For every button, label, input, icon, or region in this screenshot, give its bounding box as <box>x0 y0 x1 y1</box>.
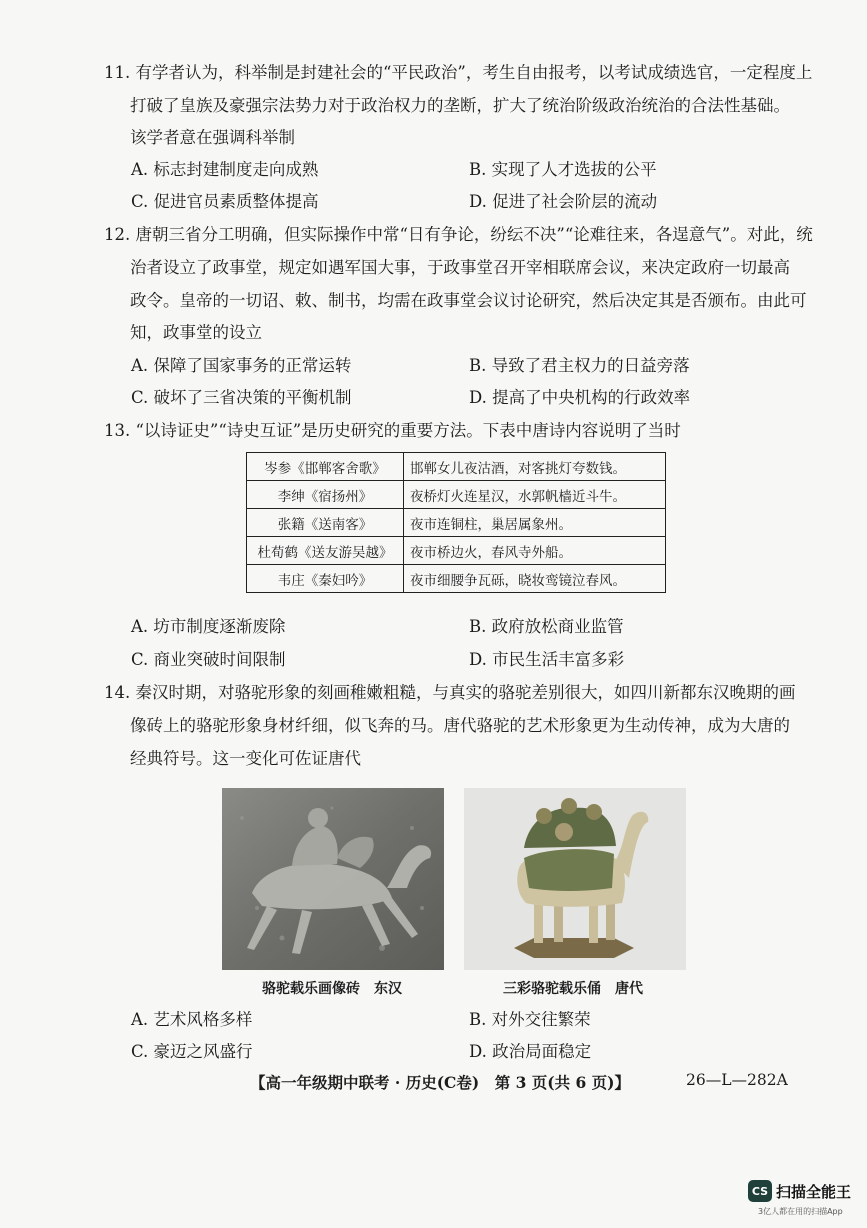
q12-option-d: D. 提高了中央机构的行政效率 <box>469 388 691 407</box>
q13-option-d: D. 市民生活丰富多彩 <box>469 650 625 669</box>
camscanner-logo-icon: CS <box>748 1180 772 1202</box>
table-row <box>247 537 666 565</box>
poem-text: 邯郸女儿夜沽酒，对客挑灯夸数钱。 <box>404 453 666 481</box>
poem-title: 杜荀鹤《送友游吴越》 <box>247 537 404 565</box>
poem-title: 岑参《邯郸客舍歌》 <box>247 453 404 481</box>
q12-line-4: 知，政事堂的设立 <box>130 323 262 342</box>
poem-text: 夜市桥边火，春风寺外船。 <box>404 537 666 565</box>
q13-option-c: C. 商业突破时间限制 <box>131 650 286 669</box>
q12-line-2: 治者设立了政事堂，规定如遇军国大事，于政事堂召开宰相联席会议，来决定政府一切最高 <box>130 258 790 277</box>
table-row <box>247 481 666 509</box>
camel-relief-brick-image <box>222 788 444 970</box>
poem-text: 夜市连铜柱，巢居属象州。 <box>404 509 666 537</box>
exam-code: 26—L—282A <box>686 1071 788 1089</box>
q14-option-d: D. 政治局面稳定 <box>469 1042 592 1061</box>
q14-line-3: 经典符号。这一变化可佐证唐代 <box>130 749 361 768</box>
camscanner-watermark <box>748 1180 851 1202</box>
figure-caption-left: 骆驼载乐画像砖 东汉 <box>262 981 402 997</box>
q14-option-a: A. 艺术风格多样 <box>131 1010 253 1029</box>
q13-option-a: A. 坊市制度逐渐废除 <box>131 617 286 636</box>
camscanner-slogan: 3亿人都在用的扫描App <box>758 1207 843 1216</box>
q11-line-1: 11. 有学者认为，科举制是封建社会的“平民政治”，考生自由报考，以考试成绩选官，一定程度上 <box>104 63 813 82</box>
sancai-camel-image <box>464 788 686 970</box>
q14-line-1: 14. 秦汉时期，对骆驼形象的刻画稚嫩粗糙，与真实的骆驼差别很大，如四川新都东汉晚期的画 <box>104 683 796 702</box>
q12-option-a: A. 保障了国家事务的正常运转 <box>131 356 352 375</box>
q11-option-a: A. 标志封建制度走向成熟 <box>131 160 319 179</box>
q11-line-3: 该学者意在强调科举制 <box>130 128 295 147</box>
q12-option-b: B. 导致了君主权力的日益旁落 <box>469 356 690 375</box>
poem-table <box>246 452 666 593</box>
q12-line-3: 政令。皇帝的一切诏、敕、制书，均需在政事堂会议讨论研究，然后决定其是否颁布。由此可 <box>130 291 807 310</box>
figure-caption-right: 三彩骆驼载乐俑 唐代 <box>503 981 643 997</box>
poem-title: 李绅《宿扬州》 <box>247 481 404 509</box>
q11-line-2: 打破了皇族及豪强宗法势力对于政治权力的垄断，扩大了统治阶级政治统治的合法性基础。 <box>130 96 790 115</box>
q14-line-2: 像砖上的骆驼形象身材纤细，似飞奔的马。唐代骆驼的艺术形象更为生动传神，成为大唐的 <box>130 716 790 735</box>
q14-option-c: C. 豪迈之风盛行 <box>131 1042 253 1061</box>
q13-option-b: B. 政府放松商业监管 <box>469 617 624 636</box>
poem-text: 夜市细腰争瓦砾，晓妆鸾镜泣春风。 <box>404 565 666 593</box>
table-row <box>247 565 666 593</box>
q13-line-1: 13. “以诗证史”“诗史互证”是历史研究的重要方法。下表中唐诗内容说明了当时 <box>104 421 681 440</box>
q14-option-b: B. 对外交往繁荣 <box>469 1010 591 1029</box>
q12-line-1: 12. 唐朝三省分工明确，但实际操作中常“日有争论，纷纭不决”“论难往来，各逞意气”。对此，统 <box>104 225 813 244</box>
poem-title: 张籍《送南客》 <box>247 509 404 537</box>
camscanner-name: 扫描全能王 <box>776 1182 852 1201</box>
page-footer: 【高一年级期中联考 · 历史(C卷) 第 3 页(共 6 页)】 <box>250 1073 631 1092</box>
q12-option-c: C. 破坏了三省决策的平衡机制 <box>131 388 352 407</box>
table-row <box>247 509 666 537</box>
poem-title: 韦庄《秦妇吟》 <box>247 565 404 593</box>
q11-option-b: B. 实现了人才选拔的公平 <box>469 160 657 179</box>
poem-text: 夜桥灯火连星汉，水郭帆樯近斗牛。 <box>404 481 666 509</box>
q11-option-d: D. 促进了社会阶层的流动 <box>469 192 658 211</box>
q11-option-c: C. 促进官员素质整体提高 <box>131 192 319 211</box>
table-row <box>247 453 666 481</box>
